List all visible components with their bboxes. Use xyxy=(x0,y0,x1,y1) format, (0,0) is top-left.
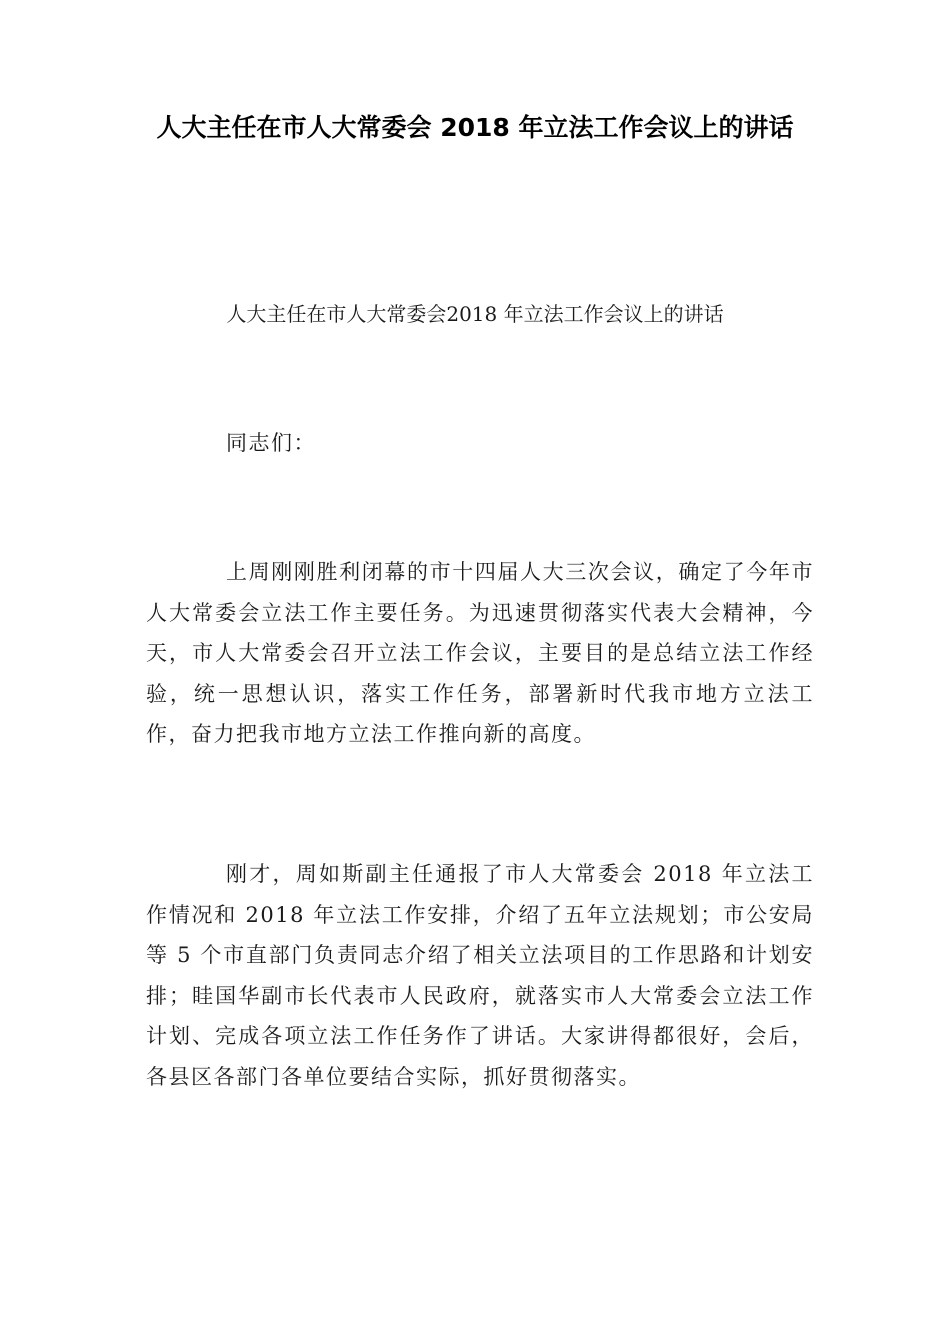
paragraph-1: 上周刚刚胜利闭幕的市十四届人大三次会议，确定了今年市人大常委会立法工作主要任务。为迅速贯彻落实代表大会精神，今天，市人大常委会召开立法工作会议，主要目的是总结立法工作经验，统一思想认识，落实工作任务，部署新时代我市地方立法工作，奋力把我市地方立法工作推向新的高度。 xyxy=(146,560,814,746)
document-title: 人大主任在市人大常委会 2018 年立法工作会议上的讲话 xyxy=(156,113,794,142)
paragraph-2: 刚才，周如斯副主任通报了市人大常委会 2018 年立法工作情况和 2018 年立法工作安排，介绍了五年立法规划；市公安局等 5 个市直部门负责同志介绍了相关立法项目的工作思路和计划安排；眭国华副市长代表市人民政府，就落实市人大常委会立法工作计划、完成各项立法工作任务作了讲话。大家讲得都很好，会后，各县区各部门各单位要结合实际，抓好贯彻落实。 xyxy=(146,862,814,1089)
document-subtitle: 人大主任在市人大常委会2018 年立法工作会议上的讲话 xyxy=(226,302,724,326)
greeting: 同志们： xyxy=(226,431,316,455)
